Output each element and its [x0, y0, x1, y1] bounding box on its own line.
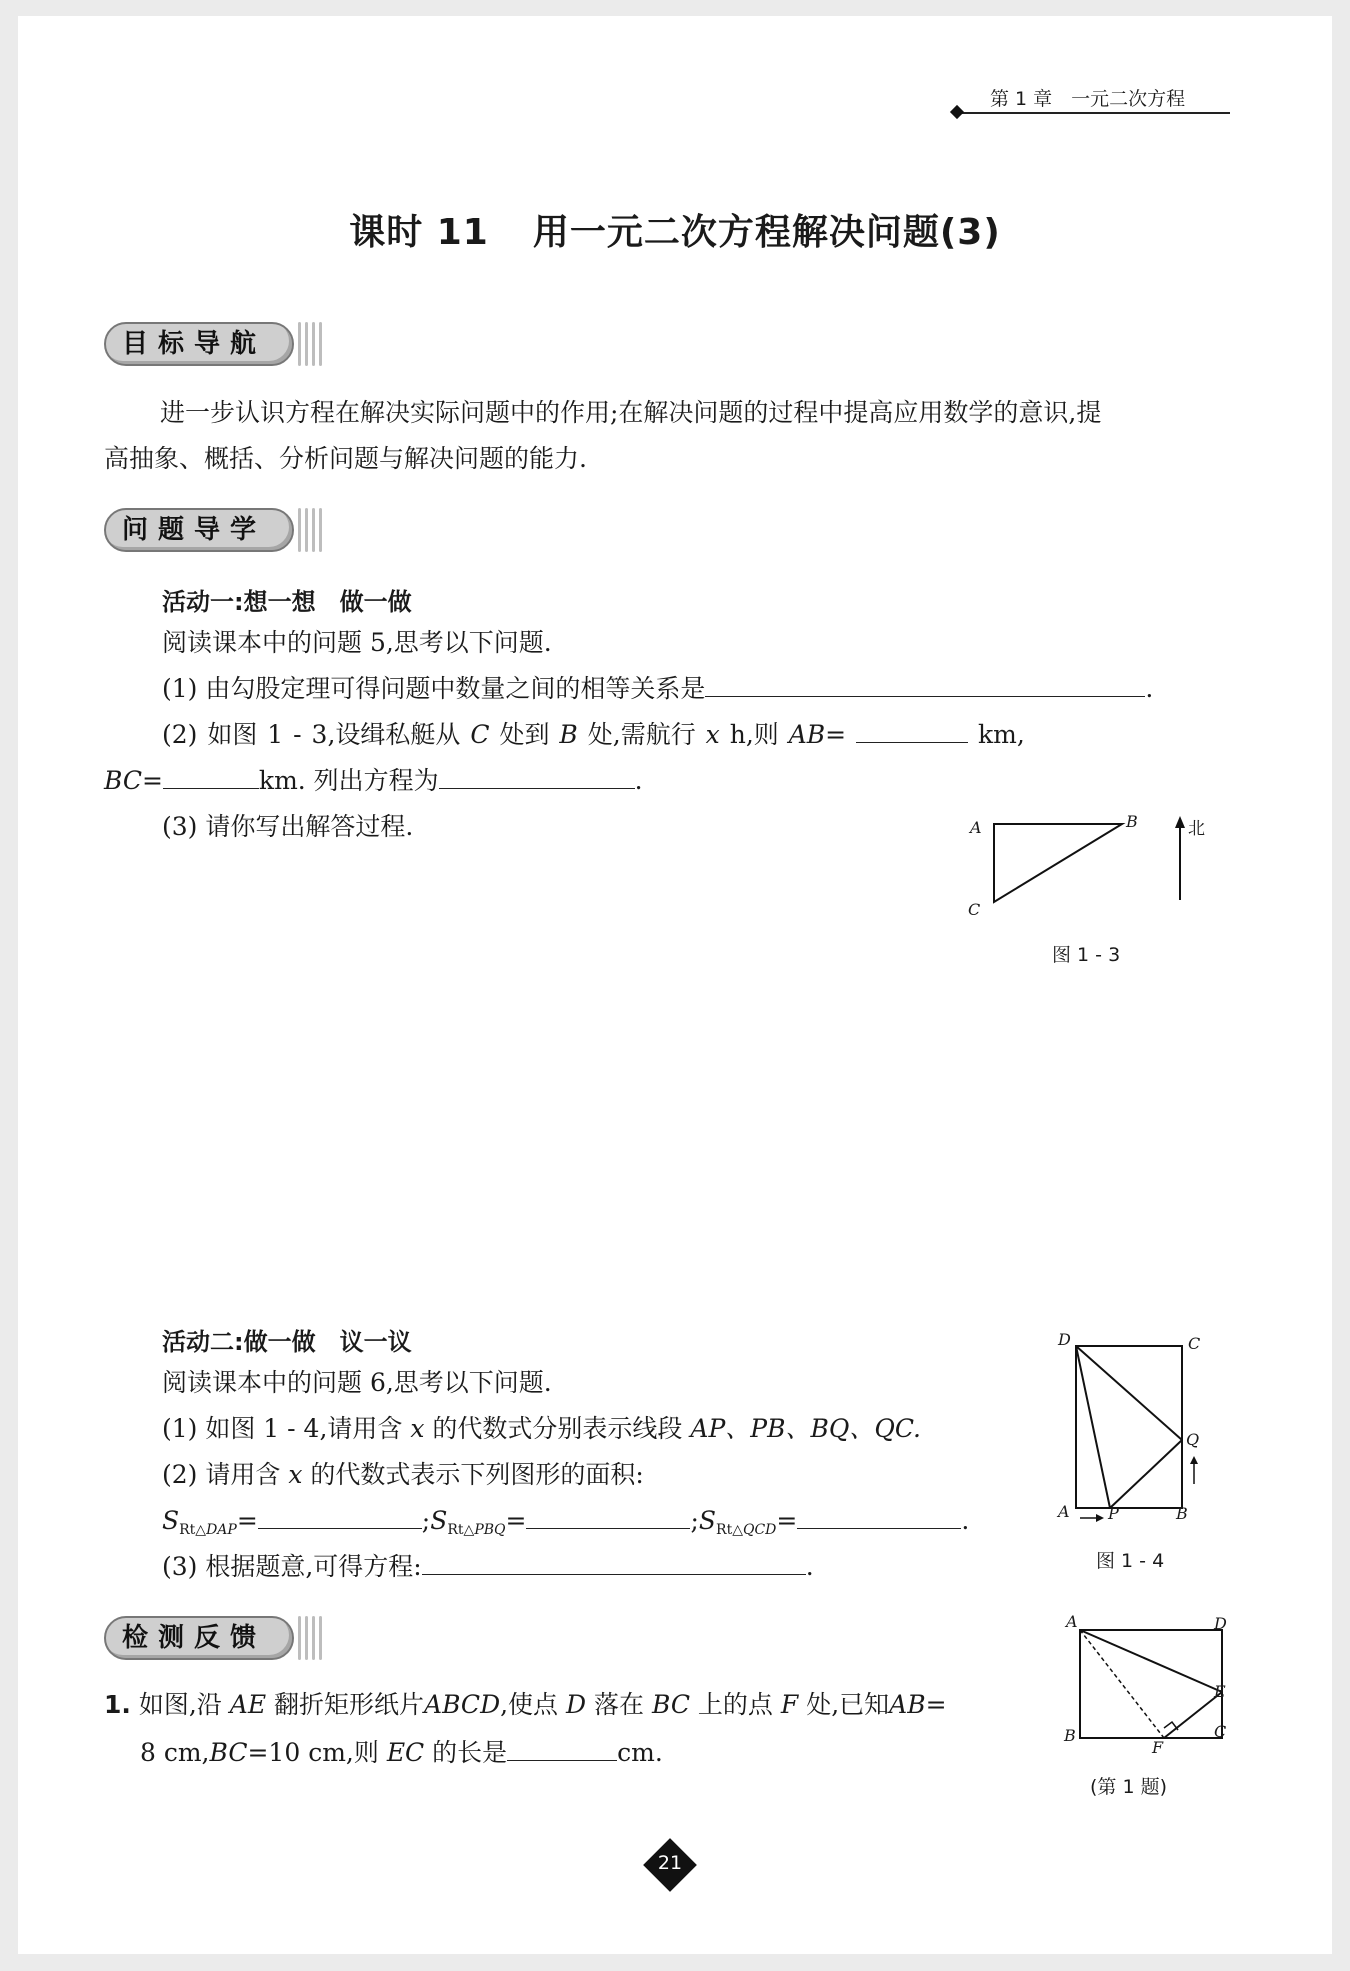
- answer-blank: [258, 1508, 422, 1529]
- answer-blank: [439, 768, 635, 789]
- area-sub-1: [179, 1522, 237, 1538]
- section-tag-goals-stripes-icon: [298, 322, 326, 366]
- figure-1-4: [1060, 1332, 1230, 1522]
- seg-ae: [1080, 1630, 1222, 1692]
- segments: AP、PB、BQ、QC.: [690, 1414, 922, 1443]
- tri-qcd: QCD: [742, 1522, 777, 1538]
- activity1-q2-line1: [162, 712, 1025, 758]
- north-arrow-icon: [1175, 816, 1185, 828]
- ex1-label-b: B: [1064, 1726, 1076, 1745]
- header-rule: [958, 112, 1230, 114]
- area-s: S: [698, 1506, 717, 1535]
- goals-text-line2: 高抽象、概括、分析问题与解决问题的能力.: [104, 444, 587, 473]
- fig14-label-p: P: [1108, 1504, 1119, 1523]
- area-s: S: [430, 1506, 448, 1535]
- q1-period: .: [1145, 674, 1154, 703]
- q2-text: h,则: [729, 720, 779, 749]
- section-tag-guide-stripes-icon: [298, 508, 326, 552]
- area-s: S: [162, 1506, 180, 1535]
- activity1-q1-text: (1) 由勾股定理可得问题中数量之间的相等关系是: [162, 674, 706, 703]
- unit-cm: cm.: [617, 1738, 663, 1767]
- activity2-intro: 阅读课本中的问题 6,思考以下问题.: [162, 1368, 552, 1397]
- q2-text: 处到: [499, 720, 550, 749]
- section-tag-guide: 问题导学: [104, 508, 294, 552]
- answer-blank: [856, 722, 968, 743]
- q2-text: 处,需航行: [587, 720, 696, 749]
- rt-label: Rt△: [179, 1522, 207, 1538]
- equals: =: [141, 766, 163, 795]
- point-c: C: [470, 720, 490, 749]
- activity2-q2: [162, 1452, 644, 1498]
- ex1-text: 上的点: [697, 1690, 773, 1719]
- seg-bc: BC: [104, 766, 142, 795]
- area-sub-3: [716, 1522, 776, 1538]
- fig14-label-d: D: [1058, 1330, 1071, 1349]
- section-tag-feedback: 检测反馈: [104, 1616, 294, 1660]
- seg-bc: BC: [651, 1690, 690, 1719]
- activity1-intro: 阅读课本中的问题 5,思考以下问题.: [162, 628, 552, 657]
- ex1-text: 翻折矩形纸片: [274, 1690, 425, 1719]
- q2-text: km. 列出方程为: [258, 766, 439, 795]
- seg-pq: [1110, 1440, 1182, 1508]
- rt-label: Rt△: [447, 1522, 475, 1538]
- ex1-label-a: A: [1066, 1612, 1078, 1631]
- answer-blank: [422, 1554, 806, 1575]
- equals: =: [925, 1690, 947, 1719]
- ex1-text: 如图,沿: [138, 1690, 222, 1719]
- fig13-caption: 图 1 - 3: [1052, 944, 1121, 966]
- fig14-caption: 图 1 - 4: [1096, 1550, 1165, 1572]
- activity1-q1: [162, 666, 1153, 712]
- answer-blank: [163, 768, 259, 789]
- period: .: [961, 1506, 970, 1535]
- var-x: x: [705, 720, 720, 749]
- section-tag-feedback-stripes-icon: [298, 1616, 326, 1660]
- activity1-q3: (3) 请你写出解答过程.: [162, 812, 414, 841]
- lesson-number: 课时 11: [349, 212, 489, 253]
- ex1-text: =10 cm,则: [247, 1738, 379, 1767]
- seg-ab: AB: [788, 720, 826, 749]
- section-tag-goals: 目标导航: [104, 322, 294, 366]
- sep: ;: [690, 1506, 699, 1535]
- exercise-number: 1.: [104, 1690, 131, 1719]
- goals-text-line1: 进一步认识方程在解决实际问题中的作用;在解决问题的过程中提高应用数学的意识,提: [160, 398, 1102, 427]
- rect-abcd-name: ABCD: [424, 1690, 501, 1719]
- ex1-label-f: F: [1152, 1738, 1164, 1757]
- point-f: F: [780, 1690, 799, 1719]
- activity2-q3: [162, 1544, 814, 1590]
- equals: =: [505, 1506, 527, 1535]
- ex1-text: 8 cm,: [140, 1738, 210, 1767]
- tri-pbq: PBQ: [474, 1522, 506, 1538]
- triangle-abc: [994, 824, 1122, 902]
- q3-text: (3) 根据题意,可得方程:: [162, 1552, 422, 1581]
- answer-blank: [797, 1508, 961, 1529]
- q2-text: 的代数式表示下列图形的面积:: [310, 1460, 644, 1489]
- fig13-label-a: A: [970, 818, 982, 837]
- q1-text: 的代数式分别表示线段: [432, 1414, 683, 1443]
- ex1-text: ,使点: [500, 1690, 559, 1719]
- fig14-label-b: B: [1176, 1504, 1188, 1523]
- q1-text: (1) 如图 1 - 4,请用含: [162, 1414, 403, 1443]
- figure-exercise-1: [1064, 1618, 1234, 1758]
- exercise1-line2: [140, 1730, 663, 1776]
- var-x: x: [410, 1414, 425, 1443]
- fig13-label-c: C: [968, 900, 981, 919]
- ex1-caption: (第 1 题): [1090, 1776, 1167, 1798]
- ex1-label-e: E: [1214, 1682, 1226, 1701]
- ex1-text: 处,已知: [806, 1690, 890, 1719]
- answer-blank: [507, 1740, 617, 1761]
- fig13-label-b: B: [1126, 812, 1138, 831]
- seg-ae: AE: [229, 1690, 267, 1719]
- ex1-text: 的长是: [432, 1738, 508, 1767]
- activity1-q2-line2: [104, 758, 643, 804]
- sep: ;: [421, 1506, 431, 1535]
- point-d: D: [566, 1690, 587, 1719]
- exercise1-line1: [104, 1682, 947, 1728]
- tri-dap: DAP: [206, 1522, 237, 1538]
- equals: =: [236, 1506, 258, 1535]
- answer-blank: [705, 676, 1145, 697]
- fig13-north-label: 北: [1188, 819, 1205, 839]
- area-sub-2: [447, 1522, 505, 1538]
- q2-text: (2) 请用含: [162, 1460, 281, 1489]
- lesson-name: 用一元二次方程解决问题(3): [532, 212, 1001, 253]
- ex1-label-c: C: [1214, 1722, 1227, 1741]
- fig14-label-a: A: [1058, 1502, 1070, 1521]
- period: .: [634, 766, 643, 795]
- fig14-label-c: C: [1188, 1334, 1201, 1353]
- unit-km: km,: [978, 720, 1025, 749]
- ex1-label-d: D: [1214, 1614, 1227, 1633]
- p-arrow-icon: [1096, 1514, 1104, 1522]
- lesson-title: [0, 204, 1350, 255]
- equals: =: [776, 1506, 798, 1535]
- point-b: B: [559, 720, 578, 749]
- rt-label: Rt△: [716, 1522, 743, 1538]
- chapter-header: 第 1 章 一元二次方程: [990, 88, 1186, 110]
- activity1-heading: 活动一:想一想 做一做: [162, 588, 412, 616]
- q2-text: (2) 如图 1 - 3,设缉私艇从: [162, 720, 461, 749]
- seg-af-dashed: [1080, 1630, 1164, 1738]
- activity2-q1: [162, 1406, 921, 1452]
- var-x: x: [288, 1460, 303, 1489]
- period: .: [805, 1552, 814, 1581]
- seg-bc: BC: [209, 1738, 248, 1767]
- q-arrow-icon: [1190, 1456, 1198, 1464]
- page-number: 21: [657, 1852, 683, 1874]
- equals: =: [825, 720, 847, 749]
- fig14-label-q: Q: [1186, 1430, 1200, 1449]
- seg-ab: AB: [889, 1690, 926, 1719]
- ex1-text: 落在: [594, 1690, 645, 1719]
- activity2-heading: 活动二:做一做 议一议: [162, 1328, 412, 1356]
- seg-ec: EC: [386, 1738, 425, 1767]
- answer-blank: [526, 1508, 690, 1529]
- rect-abcd: [1080, 1630, 1222, 1738]
